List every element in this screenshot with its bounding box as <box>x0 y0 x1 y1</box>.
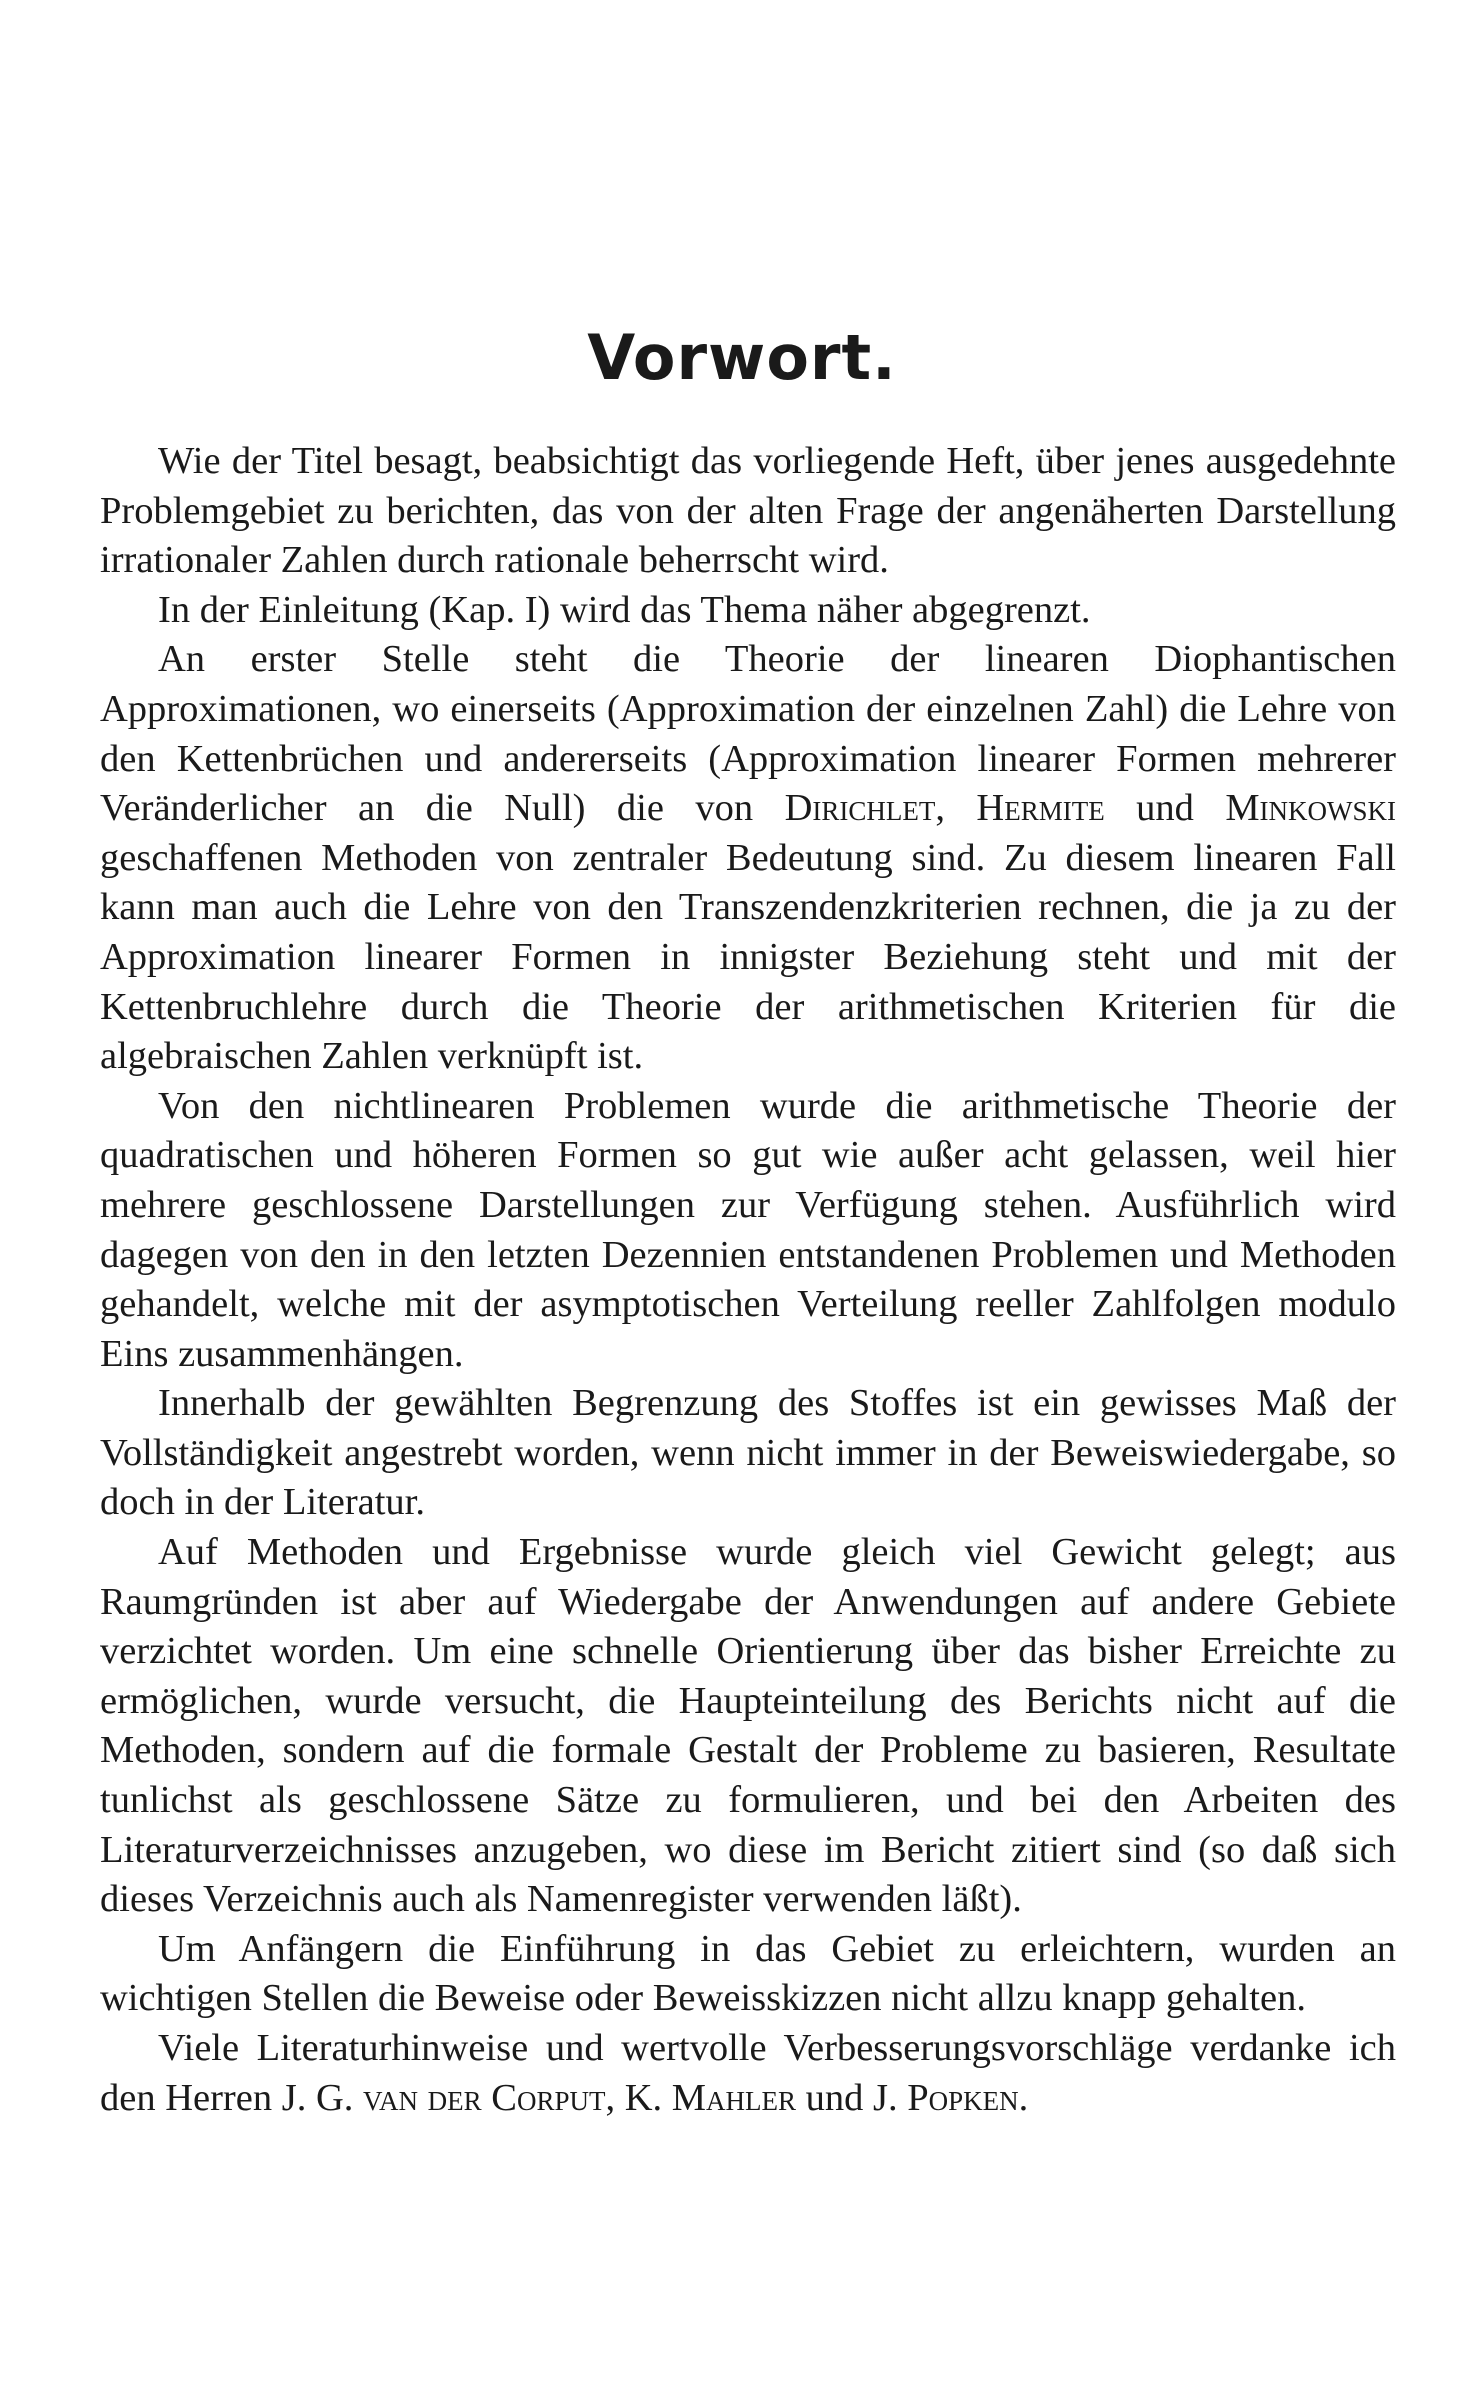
paragraph-6: Auf Methoden und Ergebnisse wurde gleich viel Gewicht gelegt; aus Raumgründen ist aber auf Wiedergabe der Anwendungen auf andere Gebiete verzichtet worden. Um eine schnelle Orientierung über das bisher Erreichte zu ermöglichen, wurde versucht, die Haupteinteilung des Berichts nicht auf die Methoden, sondern auf die formale Gestalt der Probleme zu basieren, Resultate tunlichst als geschlossene Sätze zu formulieren, und bei den Arbeiten des Literaturverzeichnisses anzugeben, wo diese im Bericht zitiert sind (so daß sich dieses Verzeichnis auch als Namenregister verwenden läßt). <box>100 1531 1396 1921</box>
paragraph-4: Von den nichtlinearen Problemen wurde die arithmetische Theorie der quadratischen und höheren Formen so gut wie außer acht gelassen, weil hier mehrere geschlossene Darstellungen zur Verfügung stehen. Ausführlich wird dagegen von den in den letzten Dezennien entstandenen Problemen und Methoden gehandelt, welche mit der asymptotischen Verteilung reeller Zahlfolgen modulo Eins zusammenhängen. <box>100 1084 1396 1375</box>
paragraph-8: Viele Literaturhinweise und wertvolle Verbesserungsvorschläge verdanke ich den Herren J. G. van der Corput, K. Mahler und J. Popken. <box>100 2027 1396 2119</box>
paragraph-1: Wie der Titel besagt, beabsichtigt das vorliegende Heft, über jenes ausgedehnte Problemgebiet zu berichten, das von der alten Frage der angenäherten Darstellung irrationaler Zahlen durch rationale beherrscht wird. <box>100 440 1396 582</box>
preface-body <box>100 437 1396 2123</box>
paragraph-3: An erster Stelle steht die Theorie der linearen Diophantischen Approximationen, wo einerseits (Approximation der einzelnen Zahl) die Lehre von den Kettenbrüchen und andererseits (Approximation linearer Formen mehrerer Veränderlicher an die Null) die von Dirichlet, Hermite und Minkowski geschaffenen Methoden von zentraler Bedeutung sind. Zu diesem linearen Fall kann man auch die Lehre von den Transzendenzkriterien rechnen, die ja zu der Approximation linearer Formen in innigster Beziehung steht und mit der Kettenbruchlehre durch die Theorie der arithmetischen Kriterien für die algebraischen Zahlen verknüpft ist. <box>100 638 1397 1078</box>
paragraph-5: Innerhalb der gewählten Begrenzung des Stoffes ist ein gewisses Maß der Vollständigkeit angestrebt worden, wenn nicht immer in der Beweiswiedergabe, so doch in der Literatur. <box>100 1382 1396 1524</box>
paragraph-7: Um Anfängern die Einführung in das Gebiet zu erleichtern, wurden an wichtigen Stellen die Beweise oder Beweisskizzen nicht allzu knapp gehalten. <box>100 1927 1396 2020</box>
page-title: Vorwort. <box>587 321 897 394</box>
paragraph-2: In der Einleitung (Kap. I) wird das Thema näher abgegrenzt. <box>158 588 1091 631</box>
